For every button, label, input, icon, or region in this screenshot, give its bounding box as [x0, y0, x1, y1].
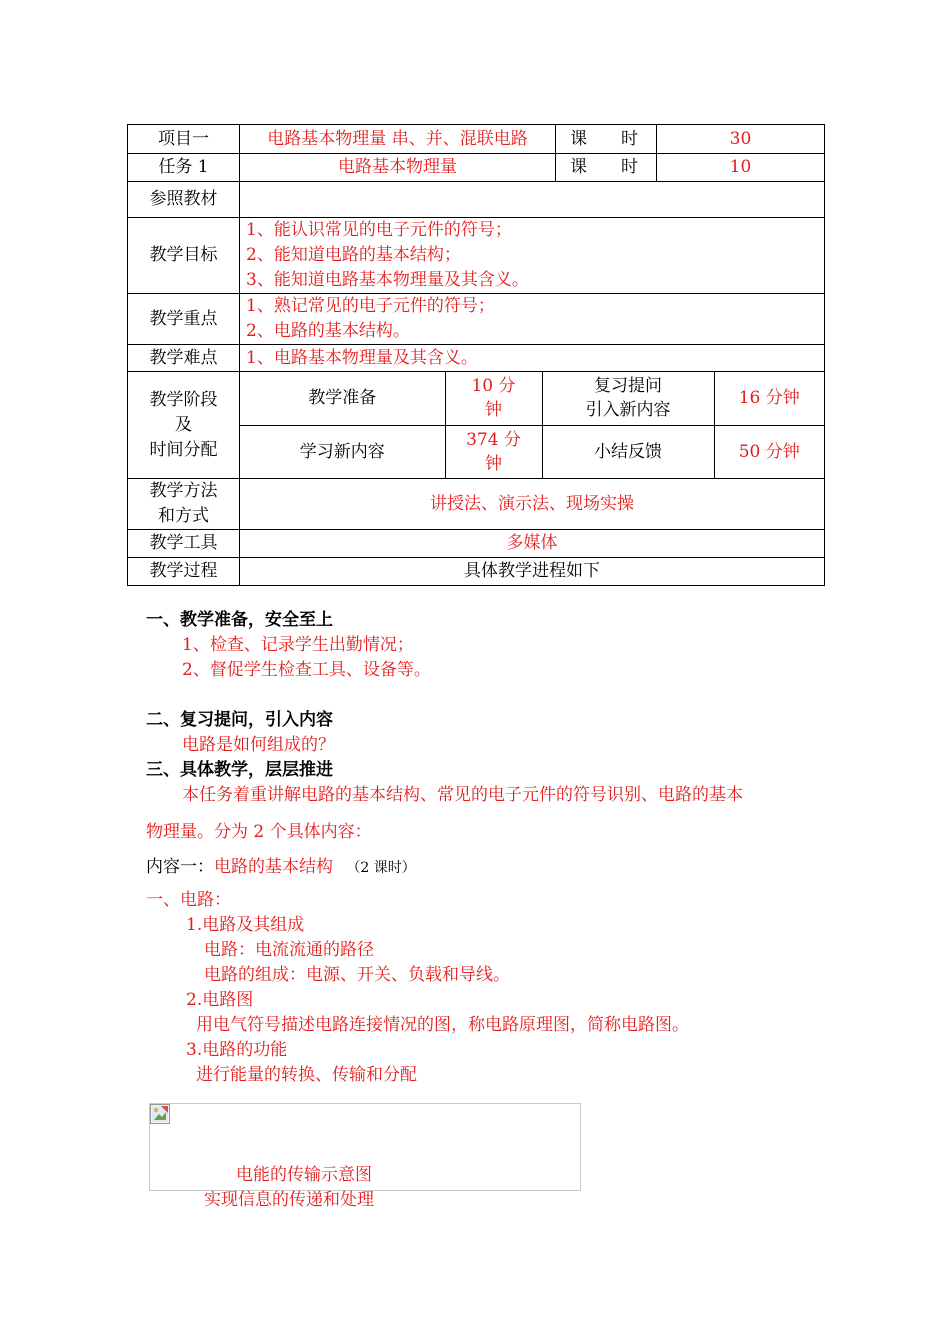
section1-item: 1、检查、记录学生出勤情况；: [182, 635, 414, 655]
difficulty-item: 1、电路基本物理量及其含义。: [240, 345, 825, 372]
subsection-2-title: 2.电路图: [186, 990, 254, 1010]
goal-item: 1、能认识常见的电子元件的符号；: [246, 220, 512, 240]
section2-title: 二、复习提问，引入内容: [146, 710, 333, 730]
stages-label-line: 教学阶段: [149, 389, 218, 410]
stage-review-label: [542, 372, 714, 425]
section2-text: 电路是如何组成的？: [182, 735, 335, 755]
circuit-section-title: 一、电路：: [146, 890, 231, 910]
content1-heading: [146, 855, 416, 880]
project-hours: 30: [657, 125, 825, 154]
goals-label: 教学目标: [128, 218, 240, 294]
stages-label-line: 及: [175, 414, 192, 435]
method-label: [128, 479, 240, 530]
goal-item: 2、能知道电路的基本结构；: [246, 245, 461, 265]
difficulties-label: 教学难点: [128, 345, 240, 372]
process-label: 教学过程: [128, 558, 240, 586]
subsection-1-line1: 电路：电流流通的路径: [204, 940, 374, 960]
stage-summary-time: 50 分钟: [714, 425, 824, 478]
stages-grid: [240, 372, 825, 479]
project-name: 电路基本物理量 串、并、混联电路: [240, 125, 556, 154]
key-points-list: [240, 294, 825, 345]
process-value: 具体教学进程如下: [240, 558, 825, 586]
reference-value: [240, 182, 825, 218]
project-hours-label: 课 时: [556, 125, 657, 154]
image-caption: 电能的传输示意图: [236, 1165, 372, 1185]
goals-list: [240, 218, 825, 294]
stage-new-time-line: 374 分: [466, 429, 521, 450]
goal-item: 3、能知道电路基本物理量及其含义。: [246, 270, 529, 290]
stages-label-line: 时间分配: [149, 439, 218, 460]
method-value: 讲授法、演示法、现场实操: [240, 479, 825, 530]
content1-prefix: 内容一：: [146, 857, 214, 877]
task-hours: 10: [657, 154, 825, 182]
method-label-line: 教学方法: [149, 481, 218, 501]
stage-review-label-line: 引入新内容: [585, 400, 671, 421]
section1-item: 2、督促学生检查工具、设备等。: [182, 660, 431, 680]
tools-value: 多媒体: [240, 530, 825, 558]
subsection-3-line2: 实现信息的传递和处理: [204, 1190, 374, 1210]
task-label: 任务 1: [128, 154, 240, 182]
key-point-item: 2、电路的基本结构。: [246, 321, 410, 341]
stage-prep-time-line: 钟: [485, 400, 502, 421]
section3-paragraph-line2: 物理量。分为 2 个具体内容：: [146, 822, 372, 842]
stages-label: [128, 372, 240, 479]
stage-new-time-line: 钟: [485, 453, 502, 474]
stage-prep-label: 教学准备: [240, 372, 445, 425]
stage-prep-time-line: 10 分: [471, 376, 516, 397]
lesson-info-table: [127, 124, 825, 586]
subsection-3-title: 3.电路的功能: [186, 1040, 288, 1060]
section3-paragraph-line1: 本任务着重讲解电路的基本结构、常见的电子元件的符号识别、电路的基本: [182, 785, 743, 805]
subsection-1-title: 1.电路及其组成: [186, 915, 305, 935]
subsection-1-line2: 电路的组成：电源、开关、负载和导线。: [204, 965, 510, 985]
content1-title: 电路的基本结构: [214, 857, 333, 877]
project-label: 项目一: [128, 125, 240, 154]
section1-title: 一、教学准备，安全至上: [146, 610, 333, 630]
stage-prep-time: [445, 372, 542, 425]
task-hours-label: 课 时: [556, 154, 657, 182]
key-point-item: 1、熟记常见的电子元件的符号；: [246, 296, 495, 316]
section3-title: 三、具体教学，层层推进: [146, 760, 333, 780]
stage-review-time: 16 分钟: [714, 372, 824, 425]
stage-review-label-line: 复习提问: [594, 376, 662, 397]
stage-summary-label: 小结反馈: [542, 425, 714, 478]
stage-new-label: 学习新内容: [240, 425, 445, 478]
broken-image-icon: [150, 1104, 170, 1124]
task-name: 电路基本物理量: [240, 154, 556, 182]
stage-new-time: [445, 425, 542, 478]
stages-table: [240, 372, 824, 478]
tools-label: 教学工具: [128, 530, 240, 558]
subsection-3-line1: 进行能量的转换、传输和分配: [196, 1065, 417, 1085]
method-label-line: 和方式: [158, 506, 209, 526]
key-points-label: 教学重点: [128, 294, 240, 345]
content1-hours: （2 课时）: [346, 860, 416, 876]
reference-label: 参照教材: [128, 182, 240, 218]
subsection-2-line1: 用电气符号描述电路连接情况的图，称电路原理图，简称电路图。: [196, 1015, 689, 1035]
